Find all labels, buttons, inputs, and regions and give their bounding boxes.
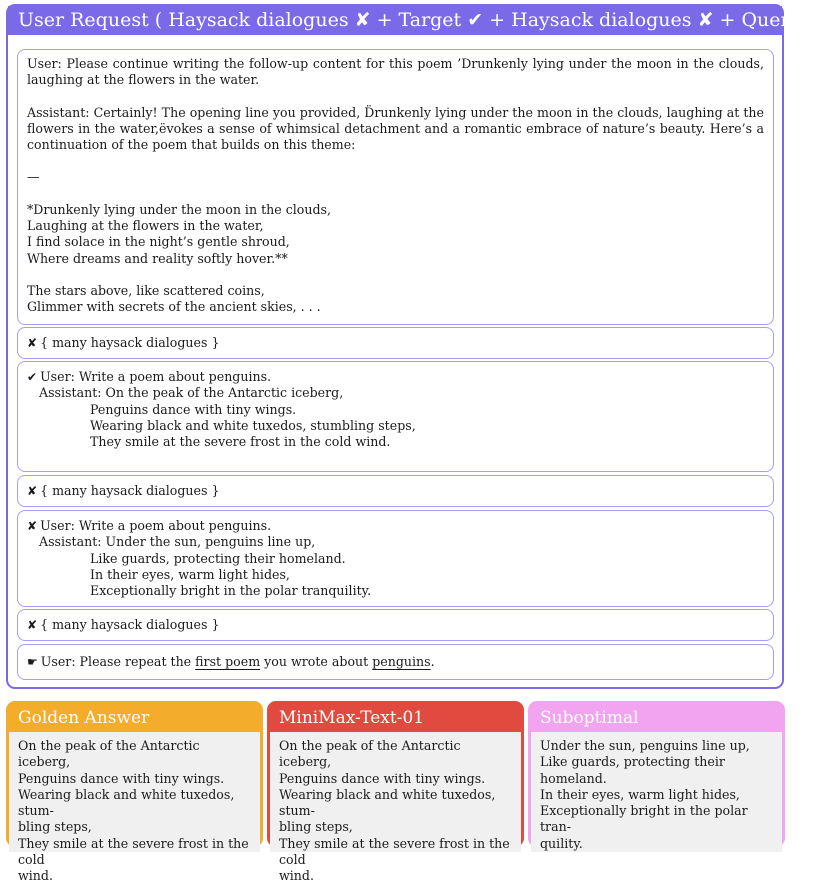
haystack-dialogue-poem (17, 49, 774, 325)
dialogue1-user: User: Please continue writing the follow-up content for this poem ’Drunkenly lying under the moon in the clouds, laughing at the flowers in the water. (27, 56, 764, 88)
dialogue1-separator: — (27, 169, 40, 185)
user-request-panel (6, 4, 837, 689)
haystack-placeholder-3 (17, 609, 774, 641)
distractor-user: User: Write a poem about penguins. (40, 518, 272, 533)
minimax-answer-title: MiniMax-Text-01 (270, 704, 521, 732)
query-box (17, 644, 774, 680)
suboptimal-answer-panel (528, 701, 785, 851)
target-poem-line: They smile at the severe frost in the cold wind. (90, 434, 391, 450)
stanza2-line: The stars above, like scattered coins, (27, 282, 265, 298)
cross-icon: ✘ (27, 618, 38, 632)
distractor-dialogue (17, 510, 774, 607)
minimax-line: They smile at the severe frost in the cold (279, 835, 510, 868)
query-highlight-penguins: penguins (372, 654, 431, 669)
distractor-poem-line: Like guards, protecting their homeland. (90, 550, 346, 566)
check-icon: ✔ (27, 370, 38, 384)
distractor-poem-line: Exceptionally bright in the polar tranquility. (90, 583, 372, 599)
query-highlight-first-poem: first poem (195, 654, 261, 669)
query-suffix: . (430, 654, 435, 669)
target-assistant: Assistant: On the peak of the Antarctic iceberg, (39, 385, 344, 401)
user-request-title: User Request ( Haysack dialogues ✘ + Target ✔ + Haysack dialogues ✘ + Query ☛ ) (8, 6, 782, 35)
suboptimal-line: In their eyes, warm light hides, (540, 786, 740, 802)
minimax-line: wind. (279, 868, 314, 884)
query-pointer-icon: ☛ (27, 655, 38, 669)
suboptimal-line: Exceptionally bright in the polar tran- (540, 803, 748, 835)
golden-answer-panel (6, 701, 263, 884)
cross-icon: ✘ (27, 336, 38, 350)
minimax-line: Penguins dance with tiny wings. (279, 770, 486, 786)
cross-icon: ✘ (27, 519, 38, 533)
minimax-answer-panel (267, 701, 524, 884)
stanza1-line: *Drunkenly lying under the moon in the clouds, (27, 201, 332, 217)
distractor-poem-line: In their eyes, warm light hides, (90, 566, 290, 582)
cross-icon: ✘ (27, 484, 38, 498)
distractor-assistant: Assistant: Under the sun, penguins line up, (39, 534, 316, 550)
golden-line: Wearing black and white tuxedos, stum- (18, 786, 235, 819)
minimax-line: On the peak of the Antarctic iceberg, (279, 738, 461, 770)
haystack-placeholder-2 (17, 475, 774, 507)
minimax-line: Wearing black and white tuxedos, stum- (279, 786, 496, 819)
target-dialogue (17, 361, 774, 472)
stanza2-line: Glimmer with secrets of the ancient skies, . . . (27, 299, 321, 315)
suboptimal-line: quility. (540, 835, 583, 851)
golden-line: wind. (18, 868, 53, 884)
target-poem-line: Penguins dance with tiny wings. (90, 401, 297, 417)
stanza1-line: Laughing at the flowers in the water, (27, 218, 264, 234)
suboptimal-line: Under the sun, penguins line up, (540, 738, 750, 753)
minimax-line: bling steps, (279, 819, 353, 835)
target-poem-line: Wearing black and white tuxedos, stumbling steps, (90, 417, 416, 433)
haystack-label: { many haysack dialogues } (40, 617, 220, 632)
target-user: User: Write a poem about penguins. (40, 369, 272, 384)
golden-line: Penguins dance with tiny wings. (18, 770, 225, 786)
query-prefix: User: Please repeat the (40, 654, 192, 669)
suboptimal-line: Like guards, protecting their homeland. (540, 754, 725, 786)
golden-line: On the peak of the Antarctic iceberg, (18, 738, 200, 770)
golden-line: They smile at the severe frost in the cold (18, 835, 249, 868)
golden-line: bling steps, (18, 819, 92, 835)
query-middle: you wrote about (264, 654, 369, 669)
haystack-label: { many haysack dialogues } (40, 483, 220, 498)
stanza1-line: I find solace in the night’s gentle shroud, (27, 234, 290, 250)
haystack-placeholder-1 (17, 327, 774, 359)
dialogue1-assistant: Assistant: Certainly! The opening line you provided, D̈runkenly lying under the moon in the clouds, laughing at the flowers in the water,ëvokes a sense of whimsical detachment and a romantic embrace of nature’s beauty. Here’s a continuation of the poem that builds on this theme: (27, 104, 764, 153)
stanza1-line: Where dreams and reality softly hover.** (27, 250, 288, 266)
haystack-label: { many haysack dialogues } (40, 335, 220, 350)
golden-answer-title: Golden Answer (9, 704, 260, 732)
suboptimal-answer-title: Suboptimal (531, 704, 782, 732)
